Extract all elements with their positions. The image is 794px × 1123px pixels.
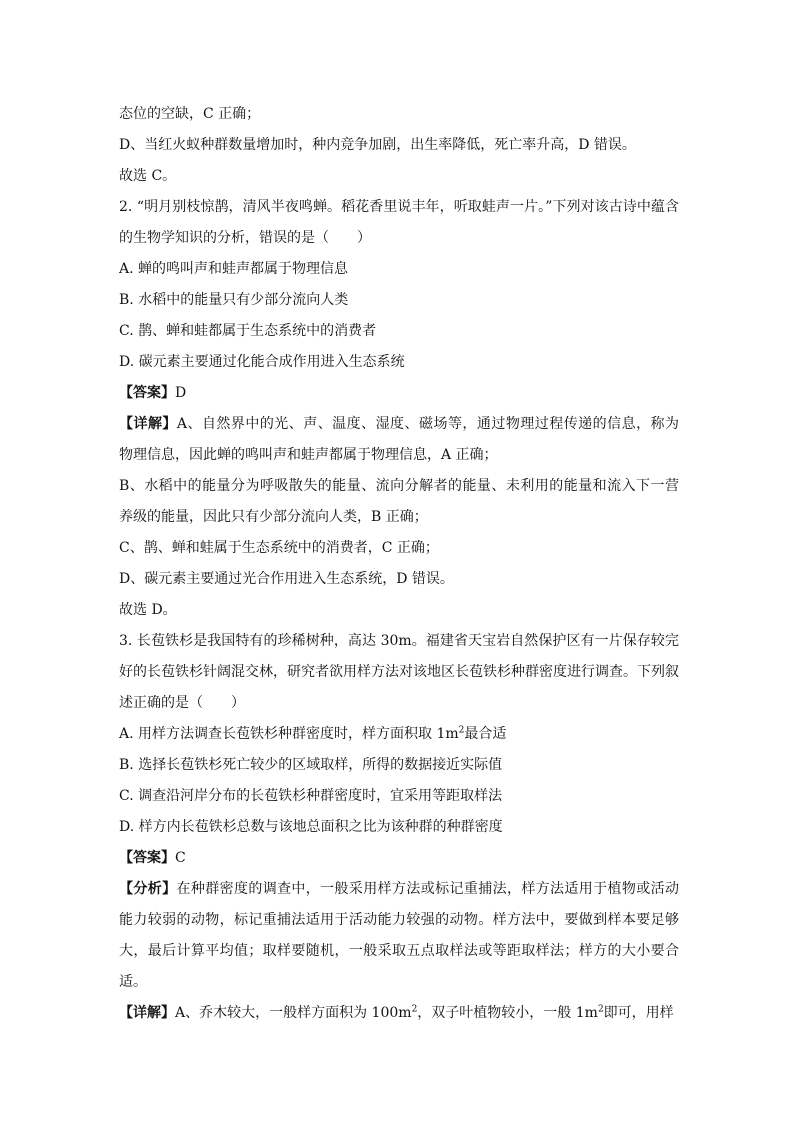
q2-answer xyxy=(119,383,679,403)
q3-option-d: D. 样方内长苞铁杉总数与该地总面积之比为该种群的种群密度 xyxy=(119,819,503,835)
q2-detail-line-5: C、鹊、蝉和蛙属于生态系统中的消费者，C 正确； xyxy=(119,540,439,556)
detail-superscript-2: 2 xyxy=(597,1004,604,1015)
q3-analysis-line-2: 能力较弱的动物，标记重捕法适用于活动能力较强的动物。样方法中，要做到样本要足够 xyxy=(119,912,679,928)
q3-stem-line-2: 好的长苞铁杉针阔混交林，研究者欲用样方法对该地区长苞铁杉种群密度进行调查。下列叙 xyxy=(119,664,679,680)
option-a-text-end: 最合适 xyxy=(464,726,507,742)
answer-value: D xyxy=(175,385,187,401)
q2-option-c: C. 鹊、蝉和蛙都属于生态系统中的消费者 xyxy=(119,323,377,339)
q1-tail-line-2: D、当红火蚁种群数量增加时，种内竞争加剧，出生率降低，死亡率升高，D 错误。 xyxy=(119,137,636,153)
option-a-text: A. 用样方法调查长苞铁杉种群密度时，样方面积取 1m xyxy=(119,726,459,742)
q2-stem-line-2: 的生物学知识的分析，错误的是（ ） xyxy=(119,230,371,246)
answer-tag: 【答案】 xyxy=(119,850,175,866)
q3-analysis-line-4: 适。 xyxy=(119,974,147,990)
q2-detail-line-6: D、碳元素主要通过光合作用进入生态系统，D 错误。 xyxy=(119,571,454,587)
detail-superscript-1: 2 xyxy=(411,1004,418,1015)
q2-detail-line-3: B、水稻中的能量分为呼吸散失的能量、流向分解者的能量、未利用的能量和流入下一营 xyxy=(119,478,679,494)
analysis-text: 在种群密度的调查中，一般采用样方法或标记重捕法，样方法适用于植物或活动 xyxy=(176,881,680,897)
q2-detail-line-4: 养级的能量，因此只有少部分流向人类，B 正确； xyxy=(119,509,428,525)
q3-analysis-line-1 xyxy=(119,879,679,899)
answer-tag: 【答案】 xyxy=(119,385,175,401)
q2-stem-line-1: 2. “明月别枝惊鹊，清风半夜鸣蝉。稻花香里说丰年，听取蛙声一片。”下列对该古诗中蕴含 xyxy=(119,199,679,215)
detail-text: A、乔木较大，一般样方面积为 100m xyxy=(175,1005,412,1021)
detail-tag: 【详解】 xyxy=(119,1005,175,1021)
q2-option-b: B. 水稻中的能量只有少部分流向人类 xyxy=(119,292,349,308)
q3-stem-line-3: 述正确的是（ ） xyxy=(119,695,245,711)
q3-option-a xyxy=(119,724,679,744)
detail-text: A、自然界中的光、声、温度、湿度、磁场等，通过物理过程传递的信息，称为 xyxy=(176,416,680,432)
q2-option-d: D. 碳元素主要通过化能合成作用进入生态系统 xyxy=(119,354,405,370)
q2-option-a: A. 蝉的鸣叫声和蛙声都属于物理信息 xyxy=(119,261,349,277)
q3-option-b: B. 选择长苞铁杉死亡较少的区域取样，所得的数据接近实际值 xyxy=(119,757,503,773)
q3-option-c: C. 调查沿河岸分布的长苞铁杉种群密度时，宜采用等距取样法 xyxy=(119,788,503,804)
detail-tag: 【详解】 xyxy=(119,416,177,432)
q1-conclusion: 故选 C。 xyxy=(119,168,177,184)
q2-detail-line-1 xyxy=(119,414,679,434)
q2-conclusion: 故选 D。 xyxy=(119,602,177,618)
q1-tail-line-1: 态位的空缺，C 正确； xyxy=(119,106,261,122)
q3-detail-line-1 xyxy=(119,1003,679,1023)
detail-text-mid: ，双子叶植物较小，一般 1m xyxy=(417,1005,598,1021)
detail-text-end: 即可，用样 xyxy=(603,1005,674,1021)
q2-detail-line-2: 物理信息，因此蝉的鸣叫声和蛙声都属于物理信息，A 正确； xyxy=(119,447,498,463)
q3-analysis-line-3: 大，最后计算平均值；取样要随机，一般采取五点取样法或等距取样法；样方的大小要合 xyxy=(119,943,679,959)
analysis-tag: 【分析】 xyxy=(119,881,177,897)
option-a-superscript: 2 xyxy=(458,725,465,736)
q3-answer xyxy=(119,848,679,868)
q3-stem-line-1: 3. 长苞铁杉是我国特有的珍稀树种，高达 30m。福建省天宝岩自然保护区有一片保存较完 xyxy=(119,633,679,649)
answer-value: C xyxy=(175,850,186,866)
